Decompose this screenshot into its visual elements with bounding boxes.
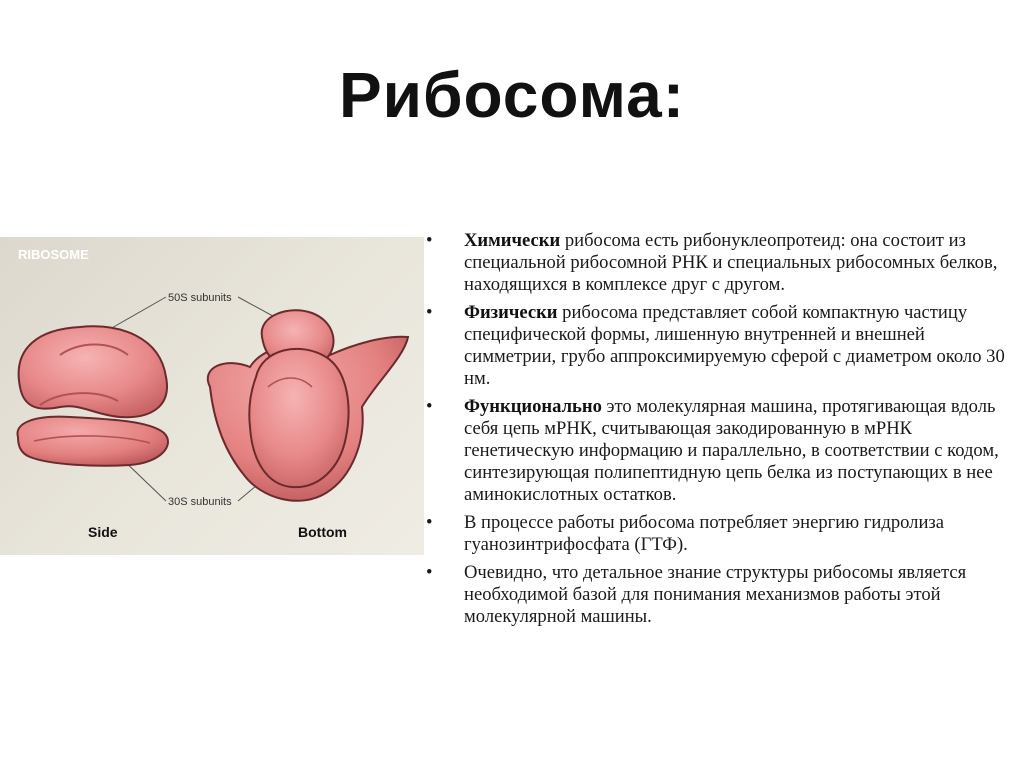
side-view-30s xyxy=(17,417,168,466)
callout-30s: 30S subunits xyxy=(168,496,232,508)
bullet-text: это молекулярная машина, протягивающая вдоль себя цепь мРНК, считывающая закодированную в мРНК генетическую информацию и параллельно, в соответствии с кодом, синтезирующая полипептидную цепь белка из поступающих в нее аминокислотных остатков. xyxy=(464,396,999,505)
bullet-text: В процессе работы рибосома потребляет энергию гидролиза гуанозинтрифосфата (ГТФ). xyxy=(464,512,944,555)
bullet-dot: • xyxy=(426,512,433,533)
ribosome-figure xyxy=(0,237,424,555)
bullet-bold: Функционально xyxy=(464,396,602,417)
bullet-item xyxy=(426,396,1018,506)
bullet-bold: Химически xyxy=(464,230,561,251)
bullet-text: Очевидно, что детальное знание структуры рибосомы является необходимой базой для понимания механизмов работы этой молекулярной машины. xyxy=(464,562,967,627)
bullet-item xyxy=(426,562,1018,628)
callout-50s: 50S subunits xyxy=(168,292,232,304)
bullet-list xyxy=(426,230,1018,634)
bullet-dot: • xyxy=(426,302,433,323)
side-view-50s xyxy=(19,326,167,417)
bullet-bold: Физически xyxy=(464,302,558,323)
view-side-label: Side xyxy=(88,524,118,540)
bullet-item xyxy=(426,230,1018,296)
bullet-dot: • xyxy=(426,230,433,251)
ribosome-illustration xyxy=(0,237,424,555)
bullet-item xyxy=(426,302,1018,390)
bullet-dot: • xyxy=(426,562,433,583)
view-bottom-label: Bottom xyxy=(298,524,347,540)
figure-label: RIBOSOME xyxy=(18,247,89,262)
bottom-view-50s xyxy=(249,310,348,487)
bullet-text: рибосома представляет собой компактную частицу специфической формы, лишенную внутренней и внешней симметрии, грубо аппроксимируемую сферой с диаметром около 30 нм. xyxy=(464,302,1005,389)
bullet-item xyxy=(426,512,1018,556)
bullet-text: рибосома есть рибонуклеопротеид: она состоит из специальной рибосомной РНК и специальных рибосомных белков, находящихся в комплексе друг с другом. xyxy=(464,230,998,295)
slide-title: Рибосома: xyxy=(338,59,686,131)
bullet-dot: • xyxy=(426,396,433,417)
